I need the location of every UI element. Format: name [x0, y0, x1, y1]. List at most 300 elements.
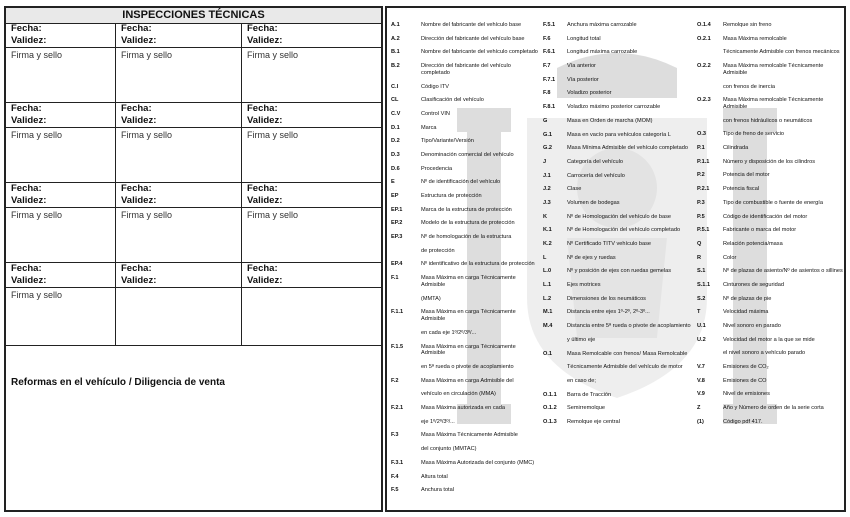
legend-description: Remolque eje central — [567, 418, 620, 425]
legend-description: Tipo/Variante/Versión — [421, 138, 474, 145]
legend-code — [543, 337, 567, 344]
inspection-row — [6, 263, 381, 346]
legend-description: Velocidad máxima — [723, 309, 769, 316]
legend-code: CL — [391, 97, 399, 104]
legend-description: Código de identificación del motor — [723, 213, 808, 220]
legend-code: F.3.1 — [391, 459, 404, 466]
codes-column-3 — [697, 22, 845, 433]
inspection-cell[interactable] — [242, 103, 381, 182]
legend-description: Remolque sin freno — [723, 22, 772, 28]
legend-entry — [543, 77, 695, 84]
legend-entry — [391, 111, 541, 118]
legend-entry — [543, 364, 695, 371]
legend-code: U.1 — [697, 323, 706, 330]
legend-entry — [543, 378, 695, 385]
legend-code: J.1 — [543, 172, 551, 179]
legend-code: S.1.1 — [697, 281, 711, 288]
legend-code: P.3 — [697, 199, 705, 206]
legend-entry — [697, 364, 845, 371]
legend-description: Velocidad del motor a la que se mide — [723, 336, 815, 343]
legend-description: Masa Máxima en carga Admisible del — [421, 377, 514, 384]
legend-description: en cada eje 1º/2º/3º/... — [421, 329, 477, 336]
legend-description: Nº de Homologación del vehículo de base — [567, 213, 672, 220]
legend-entry — [543, 36, 695, 43]
legend-description: Masa Máxima en carga Técnicamente Admisible — [421, 343, 516, 357]
legend-entry — [543, 392, 695, 399]
legend-description: Nivel de emisiones — [723, 391, 770, 398]
validez-label: Validez: — [242, 115, 381, 128]
fecha-label: Fecha: — [247, 103, 278, 114]
legend-description: con frenos hidráulicos o neumáticos — [723, 117, 813, 124]
legend-entry — [391, 487, 541, 494]
legend-entry — [543, 227, 695, 234]
legend-code: F.6.1 — [543, 49, 556, 56]
legend-description: Volumen de bodegas — [567, 199, 620, 206]
legend-code: K — [543, 213, 548, 220]
inspection-cell[interactable] — [116, 263, 242, 345]
validez-label: Validez: — [6, 115, 115, 128]
legend-code: F.6 — [543, 35, 551, 42]
legend-description: Cinturones de seguridad — [723, 281, 784, 288]
legend-description: Distancia entre 5ª rueda o pivote de acoplamiento — [567, 323, 691, 330]
legend-description: (MMTA) — [421, 295, 441, 302]
legend-code: J — [543, 158, 547, 165]
legend-entry — [543, 159, 695, 166]
legend-code: G — [543, 117, 548, 124]
legend-code: L.0 — [543, 268, 552, 275]
legend-description: Año y Número de orden de la serie corta — [723, 405, 824, 412]
legend-description: Semirremolque — [567, 405, 605, 412]
legend-code: D.1 — [391, 124, 400, 131]
legend-description: Cilindrada — [723, 145, 749, 152]
legend-description: Código pdf 417. — [723, 418, 763, 425]
legend-description: Categoría del vehículo — [567, 158, 623, 165]
firma-label: Firma y sello — [121, 210, 173, 220]
legend-description: Masa Remolcable con frenos/ Masa Remolcable — [567, 350, 688, 357]
legend-code: C.I — [391, 83, 399, 90]
legend-description: Masa Mínima Admisible del vehículo completado — [567, 145, 688, 152]
legend-entry — [543, 118, 695, 125]
firma-label: Firma y sello — [11, 50, 63, 60]
firma-label: Firma y sello — [11, 290, 63, 300]
fecha-label: Fecha: — [247, 183, 278, 194]
legend-description: en caso de; — [567, 377, 596, 384]
validez-label: Validez: — [242, 275, 381, 288]
legend-code: P.5 — [697, 213, 705, 220]
legend-code: S.2 — [697, 295, 706, 302]
legend-code: S.1 — [697, 268, 706, 275]
legend-code — [697, 49, 723, 56]
legend-description: Barra de Tracción — [567, 391, 612, 398]
legend-description: Masa Máxima remolcable — [723, 35, 787, 42]
legend-description: Relación potencia/masa — [723, 240, 783, 247]
legend-code: M.1 — [543, 309, 553, 316]
legend-entry — [391, 391, 541, 398]
legend-code: V.8 — [697, 377, 705, 384]
fecha-label: Fecha: — [247, 23, 278, 34]
legend-description: Voladizo máximo posterior carrozable — [567, 104, 661, 111]
firma-label: Firma y sello — [121, 130, 173, 140]
legend-code: P.2.1 — [697, 186, 710, 193]
fecha-label: Fecha: — [121, 183, 152, 194]
legend-code: K.2 — [543, 241, 552, 247]
legend-entry — [391, 138, 541, 145]
legend-entry — [391, 309, 541, 323]
inspection-cell[interactable] — [116, 23, 242, 102]
inspection-cell[interactable] — [242, 263, 381, 345]
legend-description: Masa en vacío para vehículos categoría L — [567, 131, 671, 138]
legend-code: F.1 — [391, 275, 399, 282]
legend-description: Masa Máxima Técnicamente Admisible — [421, 432, 518, 439]
inspection-row — [6, 23, 381, 103]
legend-description: Voladizo posterior — [567, 90, 612, 97]
legend-description: Potencia fiscal — [723, 186, 760, 193]
fecha-label: Fecha: — [247, 263, 278, 274]
legend-description: Anchura total — [421, 487, 454, 494]
legend-entry — [543, 22, 695, 29]
legend-code: O.3 — [697, 131, 707, 138]
legend-entry — [543, 268, 695, 275]
legend-entry — [697, 378, 845, 385]
legend-entry — [391, 36, 541, 43]
legend-description: Control VIN — [421, 110, 450, 117]
legend-code: EP.1 — [391, 206, 403, 213]
legend-entry — [391, 193, 541, 200]
legend-code: G.2 — [543, 145, 553, 152]
legend-code — [391, 364, 421, 371]
fecha-label: Fecha: — [11, 263, 42, 274]
legend-description: Tipo de combustible o fuente de energía — [723, 199, 823, 206]
legend-entry — [697, 419, 845, 426]
legend-entry — [391, 125, 541, 132]
legend-entry — [391, 344, 541, 358]
legend-code: F.8 — [543, 90, 551, 97]
legend-code: F.8.1 — [543, 104, 556, 111]
legend-code: M.4 — [543, 323, 553, 330]
legend-code: J.3 — [543, 199, 551, 206]
legend-entry — [391, 364, 541, 371]
legend-entry — [697, 131, 845, 138]
legend-entry — [391, 179, 541, 186]
legend-entry — [697, 268, 845, 275]
legend-code: F.7.1 — [543, 76, 556, 83]
legend-description: Color — [723, 254, 737, 261]
legend-code: EP — [391, 193, 399, 200]
legend-entry — [543, 104, 695, 111]
legend-description: Tipo de freno de servicio — [723, 131, 785, 138]
legend-code — [391, 419, 421, 426]
legend-description: Nombre del fabricante del vehículo completado — [421, 49, 538, 56]
legend-description: Fabricante o marca del motor — [723, 227, 797, 234]
legend-entry — [391, 474, 541, 481]
legend-description: con frenos de inercia — [723, 83, 775, 90]
legend-code: C.V — [391, 110, 401, 117]
legend-description: en 5ª rueda o pivote de acoplamiento — [421, 364, 514, 370]
legend-description: Vía anterior — [567, 63, 596, 70]
reformas-heading: Reformas en el vehículo / Diligencia de venta — [11, 377, 225, 388]
legend-entry — [543, 132, 695, 139]
legend-entry — [697, 405, 845, 412]
legend-description: Nº de plazas de asiento/Nº de asientos o sillines — [723, 268, 843, 275]
legend-entry — [543, 63, 695, 70]
fecha-label: Fecha: — [11, 183, 42, 194]
legend-code — [697, 118, 723, 125]
firma-label: Firma y sello — [121, 50, 173, 60]
legend-code: EP.3 — [391, 234, 403, 241]
legend-description: Ejes motrices — [567, 282, 601, 289]
legend-code: L.2 — [543, 295, 552, 302]
fecha-label: Fecha: — [121, 23, 152, 34]
legend-entry — [697, 36, 845, 43]
legend-description: Dirección del fabricante del vehículo completado — [421, 63, 511, 76]
inspection-cell[interactable] — [6, 103, 116, 182]
legend-description: Masa Máxima en carga Técnicamente Admisible — [421, 275, 516, 288]
codes-legend-panel — [385, 6, 846, 512]
legend-entry — [543, 351, 695, 358]
legend-description: el nivel sonoro a vehículo parado — [723, 350, 806, 357]
legend-description: de protección — [421, 247, 455, 254]
legend-code: O.2.1 — [697, 35, 711, 42]
legend-code — [391, 248, 421, 255]
inspection-cell[interactable] — [242, 23, 381, 102]
legend-description: Masa Máxima autorizada en cada — [421, 405, 505, 412]
legend-entry — [543, 337, 695, 344]
legend-code: E — [391, 179, 395, 186]
legend-description: Denominación comercial del vehículo — [421, 151, 514, 158]
legend-code: B.1 — [391, 49, 400, 56]
legend-code: O.2.3 — [697, 97, 711, 104]
legend-code: O.1.1 — [543, 391, 557, 398]
legend-code: P.1.1 — [697, 158, 710, 165]
legend-entry — [391, 419, 541, 426]
legend-description: Nº Certificado TITV vehículo base — [567, 241, 652, 247]
legend-code: F.7 — [543, 63, 551, 70]
validez-label: Validez: — [116, 115, 241, 128]
legend-code: P.2 — [697, 172, 705, 179]
legend-code — [697, 350, 723, 357]
legend-code: F.2 — [391, 377, 399, 384]
legend-code: Z — [697, 405, 701, 412]
legend-code: L.1 — [543, 282, 552, 289]
legend-entry — [543, 282, 695, 289]
legend-code: F.4 — [391, 473, 399, 480]
legend-description: del conjunto (MMTAC) — [421, 446, 477, 453]
inspection-cell[interactable] — [6, 263, 116, 345]
legend-code: (1) — [697, 418, 704, 425]
legend-code: U.2 — [697, 336, 706, 343]
inspecciones-title: INSPECCIONES TÉCNICAS — [6, 8, 381, 24]
legend-code: O.1 — [543, 350, 553, 357]
legend-description: Técnicamente Admisible del vehículo de motor — [567, 364, 683, 371]
legend-code: P.5.1 — [697, 227, 710, 234]
legend-code — [697, 84, 723, 91]
fecha-label: Fecha: — [11, 23, 42, 34]
legend-description: Nº de identificación del vehículo — [421, 179, 501, 186]
legend-entry — [543, 186, 695, 193]
legend-entry — [391, 378, 541, 385]
legend-code: A.2 — [391, 35, 400, 42]
legend-description: Procedencia — [421, 165, 453, 172]
legend-description: Dirección del fabricante del vehículo base — [421, 35, 525, 42]
legend-description: Marca de la estructura de protección — [421, 206, 512, 213]
legend-entry — [391, 84, 541, 91]
firma-label: Firma y sello — [247, 130, 299, 140]
legend-description: Masa Máxima remolcable Técnicamente Admisible — [723, 97, 824, 111]
legend-code: A.1 — [391, 22, 400, 28]
inspection-row — [6, 103, 381, 183]
legend-entry — [543, 145, 695, 152]
legend-entry — [391, 49, 541, 56]
legend-description: vehículo en circulación (MMA) — [421, 391, 496, 398]
legend-entry — [697, 200, 845, 207]
legend-entry — [391, 152, 541, 159]
inspection-grid — [6, 23, 381, 346]
legend-description: Masa en Orden de marcha (MOM) — [567, 117, 653, 124]
validez-label: Validez: — [6, 35, 115, 48]
legend-entry — [697, 22, 845, 29]
validez-label: Validez: — [242, 195, 381, 208]
inspection-cell[interactable] — [116, 183, 242, 262]
legend-entry — [697, 145, 845, 152]
inspection-cell[interactable] — [6, 183, 116, 262]
legend-code: F.3 — [391, 432, 399, 439]
legend-entry — [697, 159, 845, 166]
inspection-cell[interactable] — [242, 183, 381, 262]
legend-description: Potencia del motor — [723, 172, 770, 179]
legend-entry — [697, 49, 845, 56]
legend-description: Nivel sonoro en parado — [723, 323, 781, 330]
legend-code: V.7 — [697, 364, 705, 371]
legend-entry — [697, 323, 845, 330]
legend-entry — [697, 337, 845, 344]
validez-label: Validez: — [116, 275, 241, 288]
legend-description: Estructura de protección — [421, 193, 482, 200]
legend-description: Longitud total — [567, 35, 601, 42]
legend-description: Nº y posición de ejes con ruedas gemelas — [567, 268, 672, 275]
legend-code: L — [543, 254, 547, 261]
legend-description: Clase — [567, 186, 582, 193]
legend-description: eje 1º/2º/3º/... — [421, 418, 455, 425]
legend-entry — [391, 261, 541, 268]
legend-code — [391, 391, 421, 398]
legend-description: Distancia entre ejes 1º-2º, 2º-3º... — [567, 309, 650, 316]
legend-description: Nº de ejes y ruedas — [567, 254, 616, 261]
firma-label: Firma y sello — [11, 130, 63, 140]
legend-entry — [697, 84, 845, 91]
legend-code: J.2 — [543, 186, 551, 193]
legend-description: Técnicamente Admisible con frenos mecánicos — [723, 49, 840, 56]
legend-entry — [543, 200, 695, 207]
legend-entry — [697, 241, 845, 248]
legend-description: Longitud máxima carrozable — [567, 49, 638, 56]
legend-code: G.1 — [543, 131, 553, 138]
fecha-label: Fecha: — [121, 103, 152, 114]
legend-description: Masa Máxima en carga Técnicamente Admisible — [421, 309, 516, 323]
legend-code: O.1.4 — [697, 22, 711, 28]
inspection-cell[interactable] — [116, 103, 242, 182]
legend-entry — [697, 391, 845, 398]
legend-entry — [697, 214, 845, 221]
legend-code — [391, 446, 421, 453]
legend-description: Altura total — [421, 473, 448, 480]
legend-entry — [697, 309, 845, 316]
legend-entry — [391, 432, 541, 439]
legend-entry — [543, 309, 695, 316]
legend-description: Nº de Homologación del vehículo completado — [567, 227, 681, 234]
legend-entry — [697, 172, 845, 179]
legend-description: Nº de plazas de pie — [723, 295, 772, 302]
legend-description: Emisiones de CO₂ — [723, 364, 769, 371]
legend-description: Clasificación del vehículo — [421, 97, 484, 104]
inspection-cell[interactable] — [6, 23, 116, 102]
legend-entry — [543, 323, 695, 330]
legend-entry — [697, 282, 845, 289]
legend-description: Anchura máxima carrozable — [567, 22, 637, 28]
legend-entry — [697, 97, 845, 111]
legend-code: O.1.2 — [543, 405, 557, 412]
legend-description: Código ITV — [421, 83, 449, 90]
legend-entry — [391, 207, 541, 214]
legend-code: F.1.5 — [391, 343, 404, 350]
legend-code: P.1 — [697, 145, 705, 152]
inspection-row — [6, 183, 381, 263]
legend-entry — [543, 255, 695, 262]
legend-description: Carrocería del vehículo — [567, 172, 625, 179]
legend-entry — [391, 166, 541, 173]
legend-entry — [391, 296, 541, 303]
legend-code: V.9 — [697, 391, 705, 398]
codes-column-2 — [543, 22, 695, 433]
legend-entry — [391, 248, 541, 255]
validez-label: Validez: — [116, 195, 241, 208]
firma-label: Firma y sello — [247, 50, 299, 60]
legend-code: F.2.1 — [391, 405, 404, 412]
legend-code: EP.2 — [391, 220, 403, 227]
legend-code: F.5.1 — [543, 22, 556, 28]
legend-code: O.2.2 — [697, 63, 711, 70]
legend-entry — [697, 350, 845, 357]
inspecciones-panel — [4, 6, 383, 512]
legend-code — [543, 378, 567, 385]
legend-entry — [697, 118, 845, 125]
legend-description: y último eje — [567, 336, 596, 343]
legend-entry — [543, 90, 695, 97]
legend-description: Masa Máxima Autorizada del conjunto (MMC) — [421, 459, 535, 466]
validez-label: Validez: — [116, 35, 241, 48]
legend-description: Nº identificativo de la estructura de protección — [421, 261, 535, 268]
legend-entry — [543, 214, 695, 221]
legend-entry — [391, 63, 541, 77]
legend-code: F.5 — [391, 487, 399, 494]
legend-code — [391, 296, 421, 303]
fecha-label: Fecha: — [121, 263, 152, 274]
legend-code — [391, 330, 421, 337]
legend-entry — [543, 405, 695, 412]
legend-code: K.1 — [543, 227, 552, 234]
fecha-label: Fecha: — [11, 103, 42, 114]
legend-description: Dimensiones de los neumáticos — [567, 295, 646, 302]
legend-entry — [391, 330, 541, 337]
validez-label: Validez: — [242, 35, 381, 48]
legend-entry — [697, 227, 845, 234]
legend-entry — [697, 63, 845, 77]
legend-code: Q — [697, 240, 702, 247]
legend-entry — [697, 255, 845, 262]
legend-entry — [391, 460, 541, 467]
legend-code: B.2 — [391, 63, 400, 70]
validez-label: Validez: — [6, 275, 115, 288]
legend-code: O.1.3 — [543, 418, 557, 425]
